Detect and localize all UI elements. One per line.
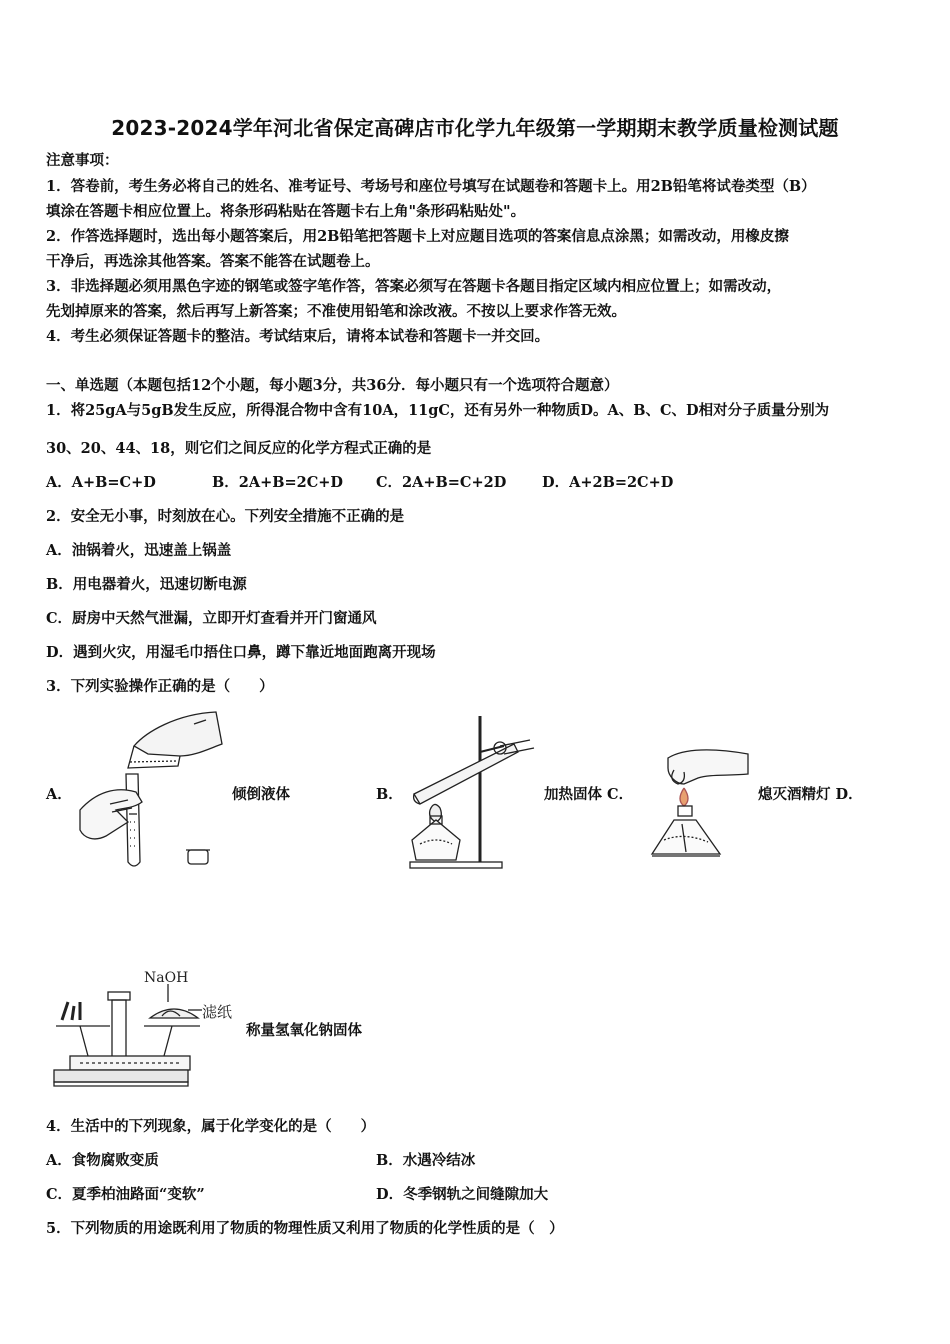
notice-heading: 注意事项： <box>46 152 119 169</box>
question-3-option-c-text: 熄灭酒精灯 D． <box>758 786 863 803</box>
notice-line: 填涂在答题卡相应位置上。将条形码粘贴在答题卡右上角"条形码粘贴处"。 <box>46 203 526 220</box>
question-2-option-d: D．遇到火灾，用湿毛巾捂住口鼻，蹲下靠近地面跑离开现场 <box>46 644 436 661</box>
pouring-liquid-figure <box>76 704 226 872</box>
filter-paper-label: 滤纸 <box>202 1003 233 1021</box>
notice-line: 2．作答选择题时，选出每小题答案后，用2B铅笔把答题卡上对应题目选项的答案信息点涂黑；如需改动，用橡皮擦 <box>46 228 789 245</box>
question-1-option-b: B．2A+B=2C+D <box>212 474 344 491</box>
heating-solid-figure <box>400 712 540 872</box>
question-1-option-d: D．A+2B=2C+D <box>542 474 674 491</box>
extinguishing-lamp-figure <box>644 744 756 868</box>
page-title: 2023-2024学年河北省保定高碑店市化学九年级第一学期期末教学质量检测试题 <box>111 116 839 140</box>
question-4-stem: 4．生活中的下列现象，属于化学变化的是（ ） <box>46 1118 376 1135</box>
question-4-option-b: B．水遇冷结冰 <box>376 1152 476 1169</box>
notice-line: 4．考生必须保证答题卡的整洁。考试结束后，请将本试卷和答题卡一并交回。 <box>46 328 550 345</box>
weighing-naoh-figure <box>50 962 250 1090</box>
question-3-option-b-label: B． <box>376 786 403 803</box>
question-1-option-c: C．2A+B=C+2D <box>376 474 507 491</box>
question-3-option-d-text: 称量氢氧化钠固体 <box>246 1022 362 1039</box>
question-5-stem: 5．下列物质的用途既利用了物质的物理性质又利用了物质的化学性质的是（ ） <box>46 1220 564 1237</box>
notice-line: 先划掉原来的答案，然后再写上新答案；不准使用铅笔和涂改液。不按以上要求作答无效。 <box>46 303 626 320</box>
notice-line: 1．答卷前，考生务必将自己的姓名、准考证号、考场号和座位号填写在试题卷和答题卡上。用2B铅笔将试卷类型（B） <box>46 178 816 195</box>
notice-line: 3．非选择题必须用黑色字迹的钢笔或签字笔作答，答案必须写在答题卡各题目指定区域内相应位置上；如需改动， <box>46 278 782 295</box>
notice-line: 干净后，再选涂其他答案。答案不能答在试题卷上。 <box>46 253 380 270</box>
question-4-option-d: D．冬季钢轨之间缝隙加大 <box>376 1186 549 1203</box>
question-1-stem-cont: 30、20、44、18，则它们之间反应的化学方程式正确的是 <box>46 440 432 457</box>
question-2-option-c: C．厨房中天然气泄漏，立即开灯查看并开门窗通风 <box>46 610 377 627</box>
question-3-option-a-label: A． <box>46 786 72 803</box>
question-2-option-b: B．用电器着火，迅速切断电源 <box>46 576 247 593</box>
question-3-stem: 3．下列实验操作正确的是（ ） <box>46 678 274 695</box>
question-1-option-a: A．A+B=C+D <box>46 474 156 491</box>
naoh-label: NaOH <box>144 970 189 986</box>
section-heading: 一、单选题（本题包括12个小题，每小题3分，共36分．每小题只有一个选项符合题意） <box>46 377 619 394</box>
question-1-stem: 1．将25gA与5gB发生反应，所得混合物中含有10A，11gC，还有另外一种物质D。A、B、C、D相对分子质量分别为 <box>46 402 830 419</box>
question-2-option-a: A．油锅着火，迅速盖上锅盖 <box>46 542 232 559</box>
question-2-stem: 2．安全无小事，时刻放在心。下列安全措施不正确的是 <box>46 508 405 525</box>
question-3-option-a-text: 倾倒液体 <box>232 786 290 803</box>
question-4-option-a: A．食物腐败变质 <box>46 1152 159 1169</box>
question-3-option-b-text: 加热固体 C． <box>544 786 634 803</box>
question-4-option-c: C．夏季柏油路面“变软” <box>46 1186 205 1203</box>
